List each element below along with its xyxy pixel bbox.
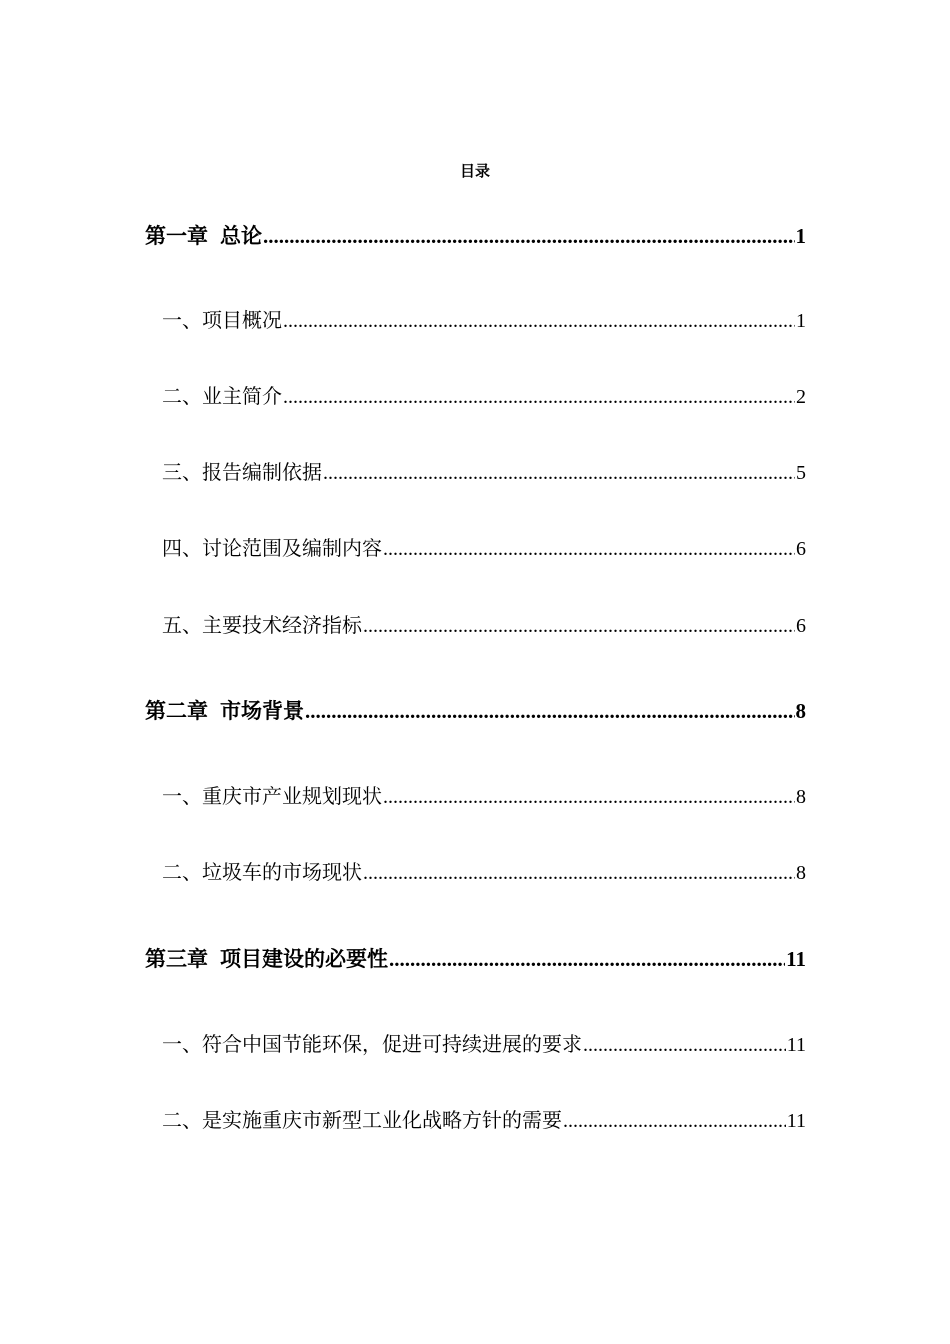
toc-section-1-2[interactable]	[162, 382, 806, 410]
toc-section-title: 一、项目概况	[162, 308, 282, 332]
toc-chapter-3[interactable]	[145, 945, 806, 973]
toc-section-title: 一、重庆市产业规划现状	[162, 784, 382, 808]
toc-page-number: 8	[796, 862, 806, 884]
toc-section-title: 二、垃圾车的市场现状	[162, 860, 362, 884]
toc-section-3-1[interactable]	[162, 1030, 806, 1058]
toc-page-number: 11	[786, 1034, 806, 1056]
toc-chapter-2[interactable]	[145, 697, 806, 725]
toc-section-1-1[interactable]	[162, 306, 806, 334]
toc-dot-leader	[389, 945, 785, 973]
toc-section-title: 四、讨论范围及编制内容	[162, 536, 382, 560]
toc-chapter-label: 第三章	[145, 947, 208, 971]
toc-title: 目录	[459, 162, 490, 180]
toc-section-1-3[interactable]	[162, 458, 806, 486]
toc-page-number: 8	[796, 786, 806, 808]
toc-dot-leader	[563, 1107, 786, 1135]
toc-section-title: 二、是实施重庆市新型工业化战略方针的需要	[162, 1108, 562, 1132]
toc-dot-leader	[383, 535, 795, 563]
toc-chapter-label: 第二章	[145, 699, 208, 723]
toc-dot-leader	[305, 697, 795, 725]
toc-dot-leader	[323, 459, 795, 487]
toc-chapter-title: 项目建设的必要性	[220, 947, 388, 971]
toc-page-number: 2	[796, 386, 806, 408]
toc-dot-leader	[263, 222, 795, 250]
toc-page-number: 1	[796, 310, 806, 332]
toc-page-number: 11	[786, 947, 806, 971]
toc-page-number: 11	[786, 1110, 806, 1132]
toc-section-3-2[interactable]	[162, 1106, 806, 1134]
toc-page-number: 6	[796, 538, 806, 560]
toc-page-number: 8	[795, 699, 806, 723]
toc-chapter-1[interactable]	[145, 222, 806, 250]
toc-page-number: 6	[796, 615, 806, 637]
toc-page-number: 5	[796, 462, 806, 484]
toc-section-title: 五、主要技术经济指标	[162, 613, 362, 637]
toc-section-1-5[interactable]	[162, 611, 806, 639]
toc-chapter-title: 总论	[220, 224, 262, 248]
toc-dot-leader	[283, 383, 795, 411]
toc-chapter-label: 第一章	[145, 224, 208, 248]
toc-dot-leader	[363, 612, 795, 640]
toc-chapter-title: 市场背景	[220, 699, 304, 723]
toc-page-number: 1	[795, 224, 806, 248]
toc-section-1-4[interactable]	[162, 534, 806, 562]
toc-section-title: 二、业主简介	[162, 384, 282, 408]
toc-dot-leader	[383, 783, 795, 811]
toc-section-2-1[interactable]	[162, 782, 806, 810]
toc-dot-leader	[363, 859, 795, 887]
toc-dot-leader	[283, 307, 795, 335]
toc-section-title: 三、报告编制依据	[162, 460, 322, 484]
toc-section-2-2[interactable]	[162, 858, 806, 886]
toc-dot-leader	[583, 1031, 786, 1059]
toc-section-title: 一、符合中国节能环保，促进可持续进展的要求	[162, 1032, 582, 1056]
